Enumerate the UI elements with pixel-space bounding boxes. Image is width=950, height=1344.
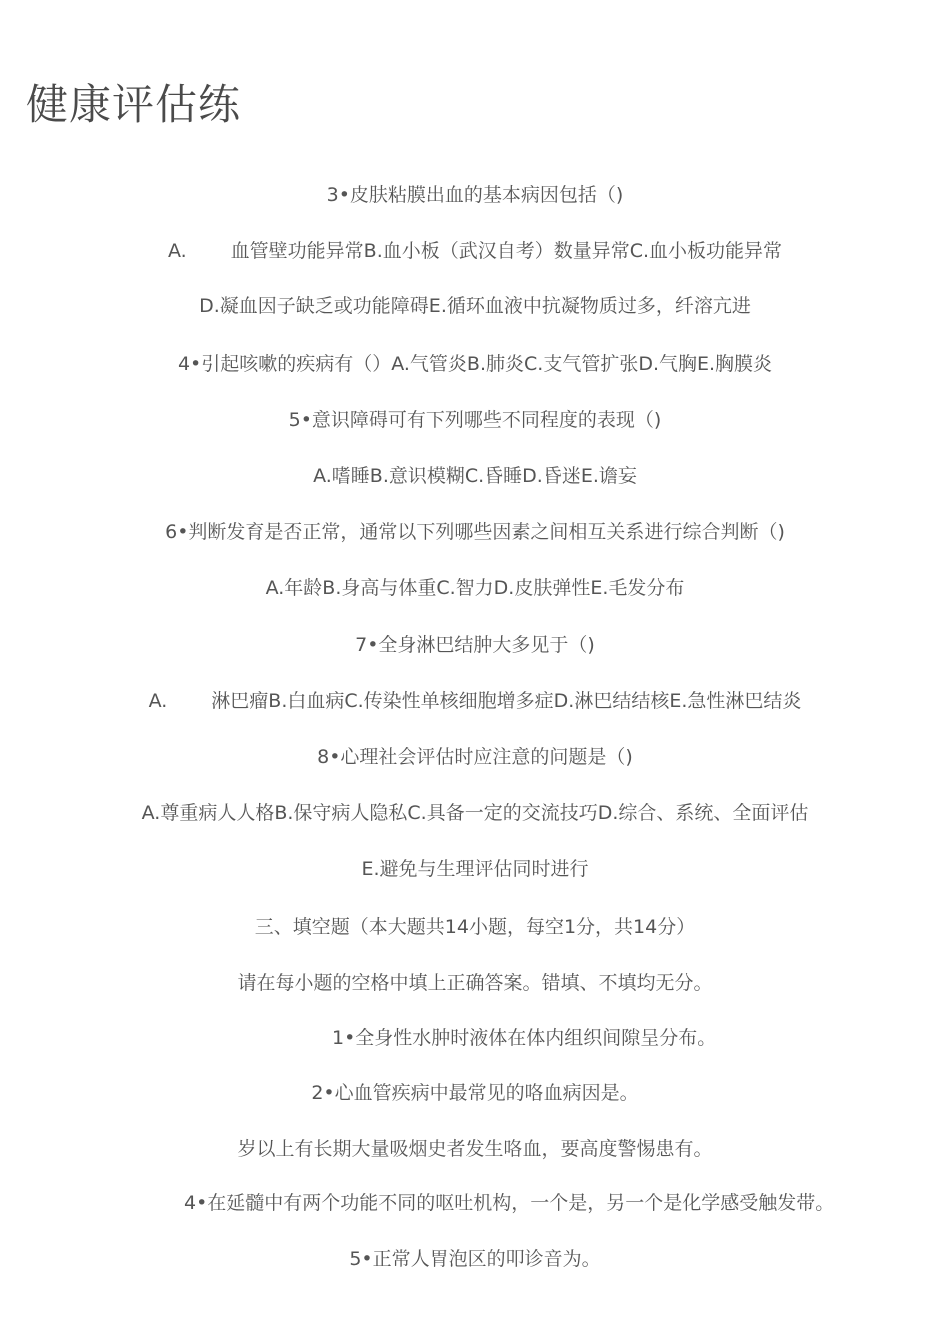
question-6-options: A.年龄B.身高与体重C.智力D.皮肤弹性E.毛发分布 bbox=[265, 577, 685, 599]
section-heading-fill-in: 三、填空题（本大题共14小题，每空1分，共14分） bbox=[254, 916, 696, 938]
question-8-option-e: E.避免与生理评估同时进行 bbox=[361, 858, 589, 880]
question-6: 6•判断发育是否正常，通常以下列哪些因素之间相互关系进行综合判断（) bbox=[165, 521, 785, 543]
question-3-options-d-e: D.凝血因子缺乏或功能障碍E.循环血液中抗凝物质过多，纤溶亢进 bbox=[199, 295, 751, 317]
fill-question-2: 2•心血管疾病中最常见的咯血病因是。 bbox=[311, 1082, 639, 1104]
question-3: 3•皮肤粘膜出血的基本病因包括（) bbox=[326, 184, 624, 206]
option-a-label: A. bbox=[148, 690, 168, 712]
fill-question-5: 5•正常人胃泡区的叩诊音为。 bbox=[349, 1248, 601, 1270]
fill-question-1: 1•全身性水肿时液体在体内组织间隙呈分布。 bbox=[332, 1027, 717, 1049]
question-8: 8•心理社会评估时应注意的问题是（) bbox=[317, 746, 633, 768]
question-7: 7•全身淋巴结肿大多见于（) bbox=[355, 634, 595, 656]
option-a-label: A. bbox=[167, 240, 187, 262]
fill-question-4: 4•在延髓中有两个功能不同的呕吐机构，一个是，另一个是化学感受触发带。 bbox=[184, 1192, 835, 1214]
section-instructions: 请在每小题的空格中填上正确答案。错填、不填均无分。 bbox=[237, 972, 713, 994]
question-4: 4•引起咳嗽的疾病有（）A.气管炎B.肺炎C.支气管扩张D.气胸E.胸膜炎 bbox=[177, 353, 773, 375]
question-7-options-text: 淋巴瘤B.白血病C.传染性单核细胞增多症D.淋巴结结核E.急性淋巴结炎 bbox=[211, 690, 802, 712]
question-3-options-text: 血管壁功能异常B.血小板（武汉自考）数量异常C.血小板功能异常 bbox=[230, 240, 783, 262]
question-5: 5•意识障碍可有下列哪些不同程度的表现（) bbox=[288, 409, 662, 431]
document-title: 健康评估练 bbox=[26, 80, 242, 129]
question-7-options bbox=[0, 689, 950, 713]
fill-question-3: 岁以上有长期大量吸烟史者发生咯血，要高度警惕患有。 bbox=[237, 1138, 713, 1160]
question-3-options-a-c bbox=[0, 239, 950, 263]
question-8-options-a-d: A.尊重病人人格B.保守病人隐私C.具备一定的交流技巧D.综合、系统、全面评估 bbox=[141, 802, 809, 824]
question-5-options: A.嗜睡B.意识模糊C.昏睡D.昏迷E.谵妄 bbox=[313, 465, 637, 487]
